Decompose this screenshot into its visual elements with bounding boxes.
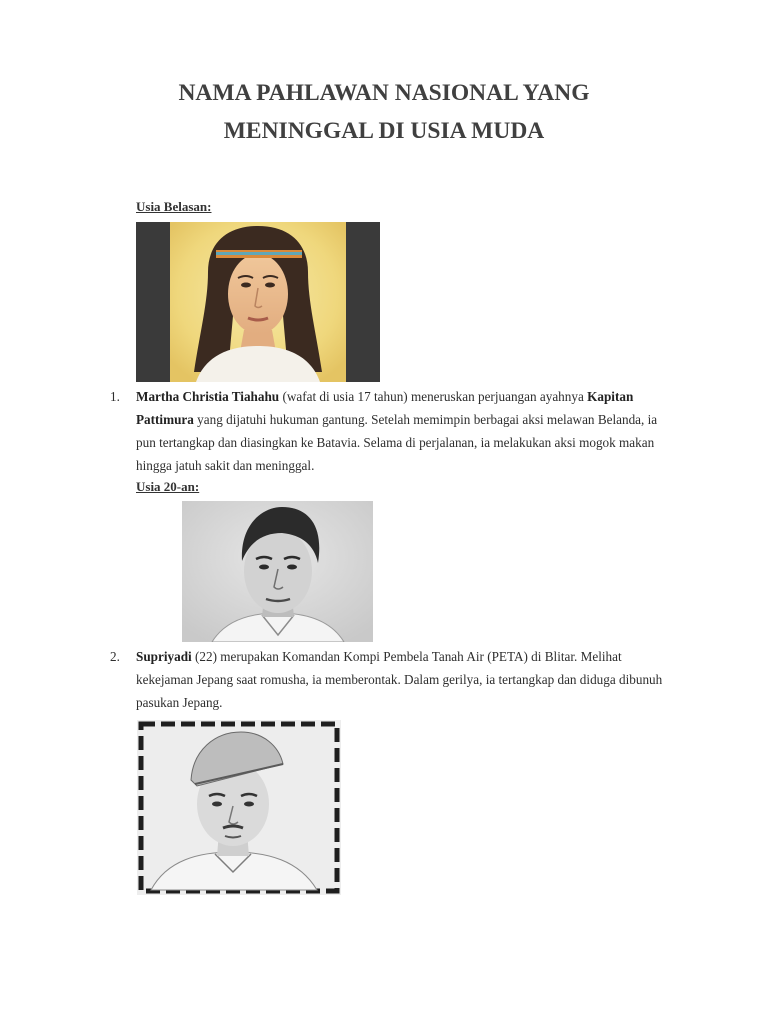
hero-description: (22) merupakan Komandan Kompi Pembela Tanah Air (PETA) di Blitar. Melihat kekejaman Jepang saat romusha, ia memberontak. Dalam gerilya, ia tertangkap dan diduga dibunuh pasukan Jepang. [136,649,663,710]
list-number: 2. [110,649,120,664]
section-heading-teens: Usia Belasan: [136,199,212,214]
page-title [0,74,768,150]
hero-description: (wafat di usia 17 tahun) meneruskan perjuangan ayahnya [279,389,588,404]
hero-name: Supriyadi [136,649,192,664]
hero-father-name: Kapitan Pattimura [136,389,634,427]
portrait-woman-image [136,222,380,382]
list-item-1 [110,385,670,477]
hero-name: Martha Christia Tiahahu [136,389,280,404]
portrait-martha-christina-tiahahu [136,222,380,382]
portrait-soldier-drawing-image [137,720,341,895]
portrait-man-drawing-image [182,501,373,642]
portrait-supriyadi [182,501,373,642]
page-title-line-1: NAMA PAHLAWAN NASIONAL YANG [178,80,590,106]
section-heading-twenties: Usia 20-an: [136,479,200,494]
portrait-soldier-sketch [137,720,341,895]
list-item-2 [110,645,670,714]
page-title-line-2: MENINGGAL DI USIA MUDA [223,118,545,144]
list-number: 1. [110,389,120,404]
hero-description-cont: yang dijatuhi hukuman gantung. Setelah memimpin berbagai aksi melawan Belanda, ia pun tertangkap dan diasingkan ke Batavia. Selama di perjalanan, ia melakukan aksi mogok makan hingga jatuh sakit dan meninggal. [136,412,658,473]
